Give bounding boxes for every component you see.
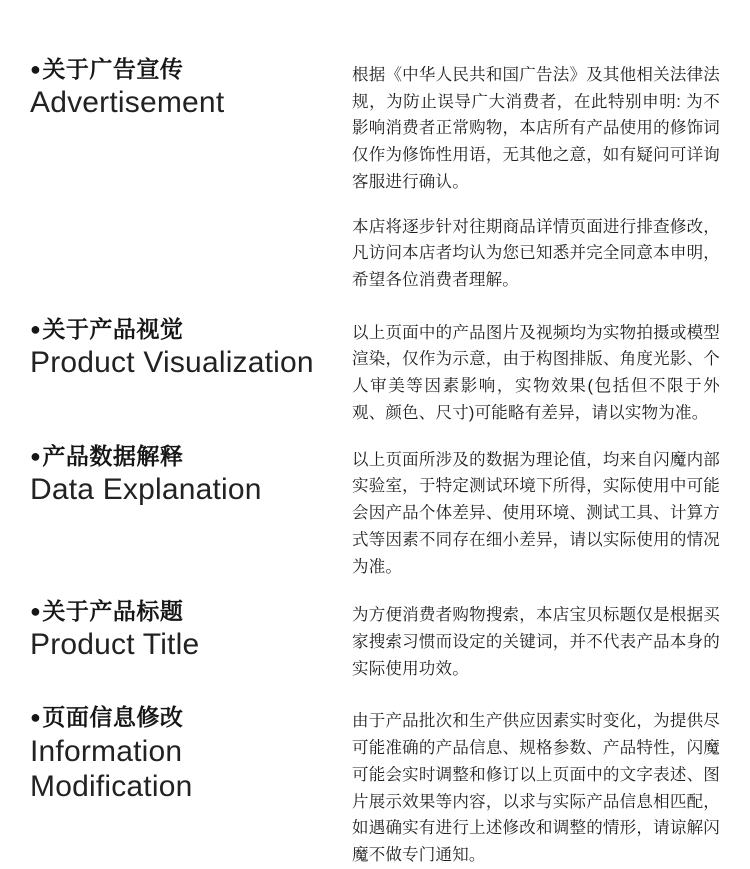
heading-en: Data Explanation <box>30 472 262 506</box>
heading-cn-text: 页面信息修改 <box>42 704 184 731</box>
section-body <box>348 56 720 294</box>
section-information-modification <box>30 704 720 868</box>
paragraph: 本店将逐步针对往期商品详情页面进行排查修改，凡访问本店者均认为您已知悉并完全同意本申明，希望各位消费者理解。 <box>352 217 720 290</box>
heading-cn-text: 关于广告宣传 <box>42 56 184 82</box>
heading-cn <box>30 598 338 625</box>
bullet-icon: ● <box>30 445 42 466</box>
section-product-title <box>30 598 720 682</box>
heading-cn <box>30 316 338 343</box>
section-heading-block <box>30 56 348 120</box>
heading-cn <box>30 443 338 470</box>
section-product-visualization <box>30 316 720 427</box>
heading-cn-text: 关于产品标题 <box>42 598 184 625</box>
heading-cn <box>30 56 338 83</box>
section-body <box>348 443 720 581</box>
heading-cn-text: 关于产品视觉 <box>42 315 184 342</box>
heading-en: Advertisement <box>30 86 225 120</box>
heading-en: Product Visualization <box>30 345 314 379</box>
bullet-icon: ● <box>30 59 42 79</box>
section-body <box>348 316 720 427</box>
section-advertisement <box>30 56 720 294</box>
heading-en: Information Modification <box>30 734 193 803</box>
bullet-icon: ● <box>30 707 42 728</box>
section-data-explanation <box>30 443 720 581</box>
section-body <box>348 598 720 682</box>
section-heading-block <box>30 598 348 662</box>
paragraph: 以上页面所涉及的数据为理论值，均来自闪魔内部实验室，于特定测试环境下所得，实际使用中可能会因产品个体差异、使用环境、测试工具、计算方式等因素不同存在细小差异，请以实际使用的情况为准。 <box>352 450 720 576</box>
section-heading-block <box>30 443 348 507</box>
bullet-icon: ● <box>30 601 42 622</box>
paragraph: 由于产品批次和生产供应因素实时变化，为提供尽可能准确的产品信息、规格参数、产品特性，闪魔可能会实时调整和修订以上页面中的文字表述、图片展示效果等内容，以求与实际产品信息相匹配，如遇确实有进行上述修改和调整的情形，请谅解闪魔不做专门通知。 <box>352 712 720 864</box>
heading-cn <box>30 704 338 731</box>
paragraph: 以上页面中的产品图片及视频均为实物拍摄或模型渲染，仅作为示意，由于构图排版、角度光影、个人审美等因素影响，实物效果(包括但不限于外观、颜色、尺寸)可能略有差异，请以实物为准。 <box>352 323 720 422</box>
section-heading-block <box>30 316 348 380</box>
paragraph: 根据《中华人民共和国广告法》及其他相关法律法规，为防止误导广大消费者，在此特别申明: 为不影响消费者正常购物，本店所有产品使用的修饰词仅作为修饰性用语，无其他之意，如有疑问可详询客服进行确认。 <box>352 66 720 191</box>
paragraph: 为方便消费者购物搜索，本店宝贝标题仅是根据买家搜索习惯而设定的关键词，并不代表产品本身的实际使用功效。 <box>352 606 720 678</box>
heading-en: Product Title <box>30 628 200 662</box>
heading-cn-text: 产品数据解释 <box>42 442 184 469</box>
section-body <box>348 704 720 868</box>
disclaimer-sections <box>30 56 720 869</box>
section-heading-block <box>30 704 348 803</box>
bullet-icon: ● <box>30 318 42 339</box>
